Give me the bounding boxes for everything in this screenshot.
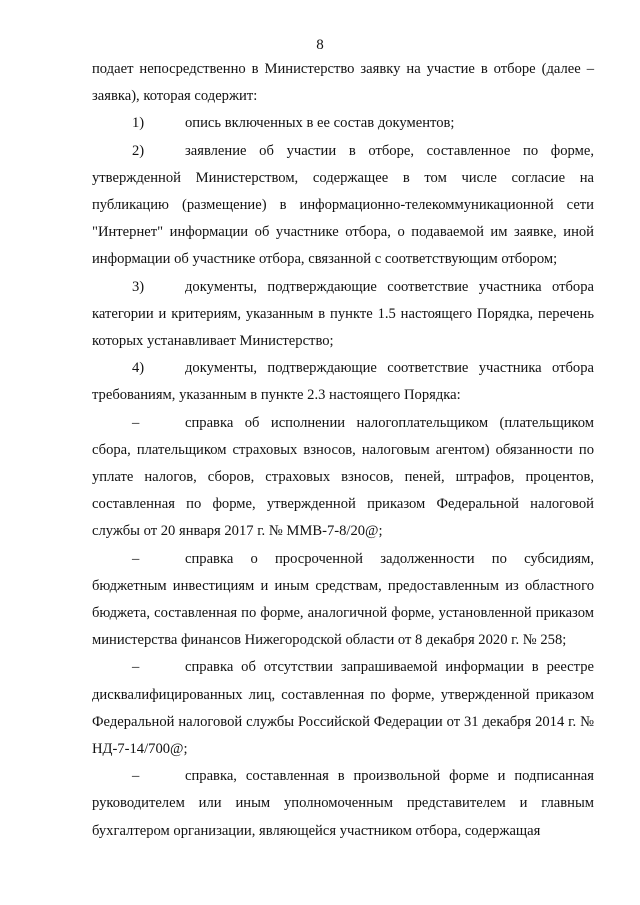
list-marker: 4) xyxy=(132,360,145,377)
dash-item-debt-certificate xyxy=(92,546,594,655)
list-marker: 2) xyxy=(132,142,145,159)
paragraph-text: заявление об участии в отборе, составленное по форме, утвержденной Министерством, содержащее в том числе согласие на публикацию (размещение) в информационно-телекоммуникационной сети "Интернет" информации об участнике отбора, о подаваемой им заявке, иной информации об участнике отбора, связанной с соответствующим отбором; xyxy=(92,142,594,268)
dash-marker: – xyxy=(132,550,140,567)
paragraph-text: справка об исполнении налогоплательщиком (плательщиком сбора, плательщиком страховых взносов, налоговым агентом) обязанности по уплате налогов, сборов, страховых взносов, пеней, штрафов, процентов, составленная по форме, утвержденной приказом Федеральной налоговой службы от 20 января 2017 г. № ММВ-7-8/20@; xyxy=(92,414,594,540)
list-marker: 1) xyxy=(132,115,145,132)
paragraph-text: подает непосредственно в Министерство заявку на участие в отборе (далее – заявка), которая содержит: xyxy=(92,61,594,105)
list-item-2 xyxy=(92,138,594,274)
document-body xyxy=(92,56,594,845)
dash-marker: – xyxy=(132,768,140,785)
paragraph-text: справка об отсутствии запрашиваемой информации в реестре дисквалифицированных лиц, составленная по форме, утвержденной приказом Федеральной налоговой службы Российской Федерации от 31 декабря 2014 г. № НД-7-14/700@; xyxy=(92,659,594,758)
paragraph-text: справка, составленная в произвольной форме и подписанная руководителем или иным уполномоченным представителем и главным бухгалтером организации, являющейся участником отбора, содержащая xyxy=(92,768,594,839)
list-item-1 xyxy=(92,110,594,137)
dash-marker: – xyxy=(132,414,140,431)
list-item-4 xyxy=(92,355,594,409)
dash-item-tax-certificate xyxy=(92,410,594,546)
paragraph-text: опись включенных в ее состав документов; xyxy=(185,115,455,132)
list-item-3 xyxy=(92,274,594,356)
paragraph-text: справка о просроченной задолженности по субсидиям, бюджетным инвестициям и иным средствам, предоставленным из областного бюджета, составленная по форме, аналогичной форме, установленной приказом министерства финансов Нижегородской области от 8 декабря 2020 г. № 258; xyxy=(92,550,594,649)
paragraph-intro xyxy=(92,56,594,110)
dash-item-registry-certificate xyxy=(92,654,594,763)
page-number: 8 xyxy=(316,37,324,53)
paragraph-text: документы, подтверждающие соответствие участника отбора требованиям, указанным в пункте 2.3 настоящего Порядка: xyxy=(92,360,594,404)
dash-item-free-form-certificate xyxy=(92,763,594,845)
list-marker: 3) xyxy=(132,278,145,295)
paragraph-text: документы, подтверждающие соответствие участника отбора категории и критериям, указанным в пункте 1.5 настоящего Порядка, перечень которых устанавливает Министерство; xyxy=(92,278,594,350)
dash-marker: – xyxy=(132,659,140,676)
